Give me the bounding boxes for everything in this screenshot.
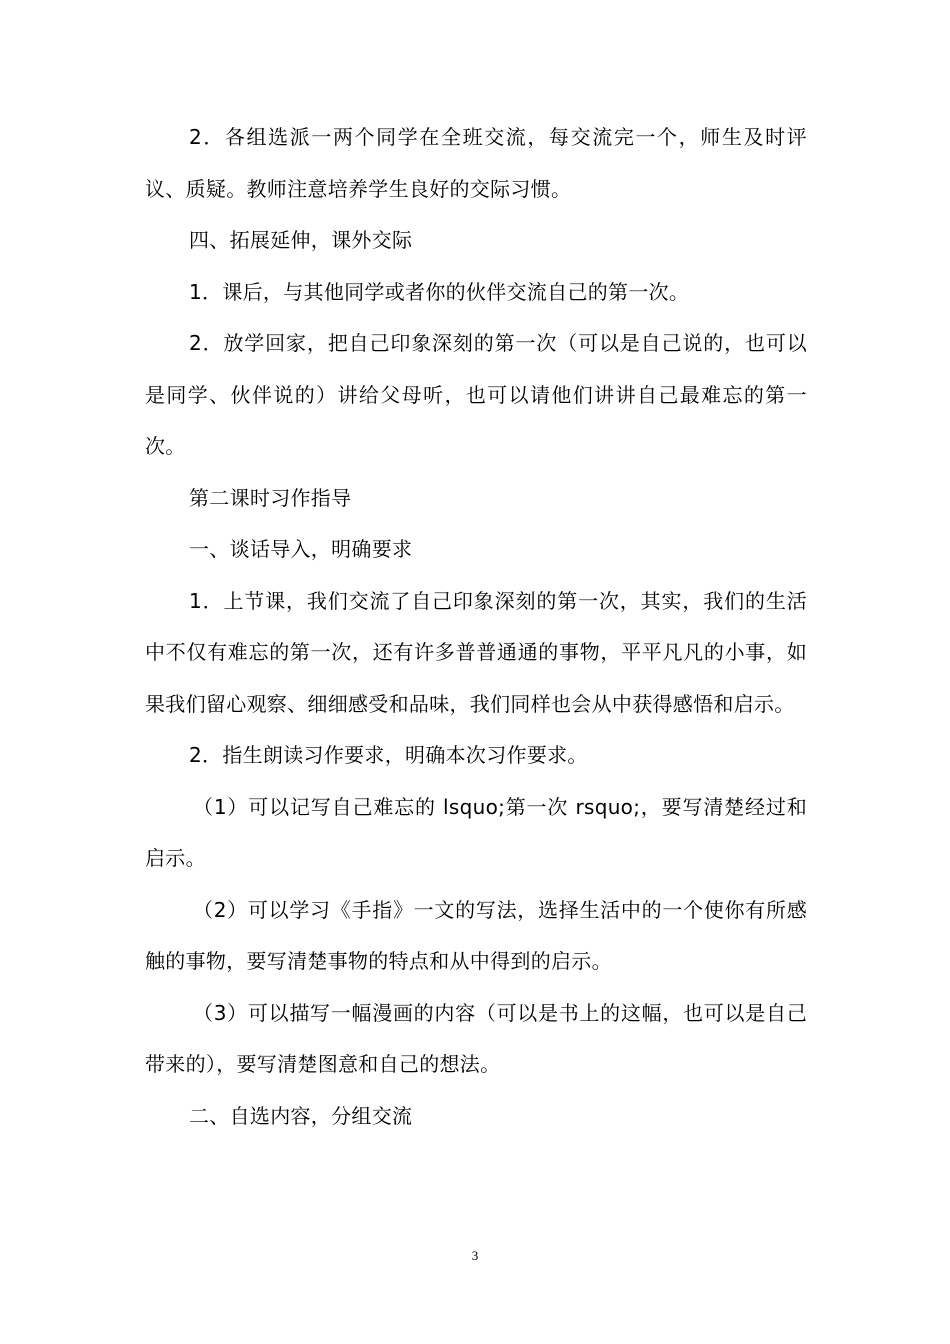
heading-introduction: 一、谈话导入，明确要求 <box>189 537 413 561</box>
heading-second-lesson: 第二课时习作指导 <box>189 485 352 510</box>
requirement-item-3: （3）可以描写一幅漫画的内容（可以是书上的这幅，也可以是自己带来的），要写清楚图意和自己的想法。 <box>145 1000 807 1076</box>
document-body <box>145 112 807 1142</box>
paragraph-after-class: 1．课后，与其他同学或者你的伙伴交流自己的第一次。 <box>189 279 690 304</box>
paragraph-read-requirements: 2．指生朗读习作要求，明确本次习作要求。 <box>189 743 588 767</box>
heading-choose-content: 二、自选内容，分组交流 <box>189 1103 413 1128</box>
heading-extension: 四、拓展延伸，课外交际 <box>189 228 413 252</box>
page-number: 3 <box>471 1248 479 1263</box>
requirement-item-2: （2）可以学习《手指》一文的写法，选择生活中的一个使你有所感触的事物，要写清楚事物的特点和从中得到的启示。 <box>145 897 807 973</box>
paragraph-last-lesson: 1．上节课，我们交流了自己印象深刻的第一次，其实，我们的生活中不仅有难忘的第一次，还有许多普普通通的事物，平平凡凡的小事，如果我们留心观察、细细感受和品味，我们同样也会从中获得感悟和启示。 <box>145 588 807 716</box>
requirement-item-1: （1）可以记写自己难忘的 lsquo;第一次 rsquo;，要写清楚经过和启示。 <box>145 794 807 870</box>
paragraph-group-report: 2．各组选派一两个同学在全班交流，每交流完一个，师生及时评议、质疑。教师注意培养学生良好的交际习惯。 <box>145 125 807 201</box>
paragraph-go-home: 2．放学回家，把自己印象深刻的第一次（可以是自己说的，也可以是同学、伙伴说的）讲给父母听，也可以请他们讲讲自己最难忘的第一次。 <box>145 331 807 458</box>
